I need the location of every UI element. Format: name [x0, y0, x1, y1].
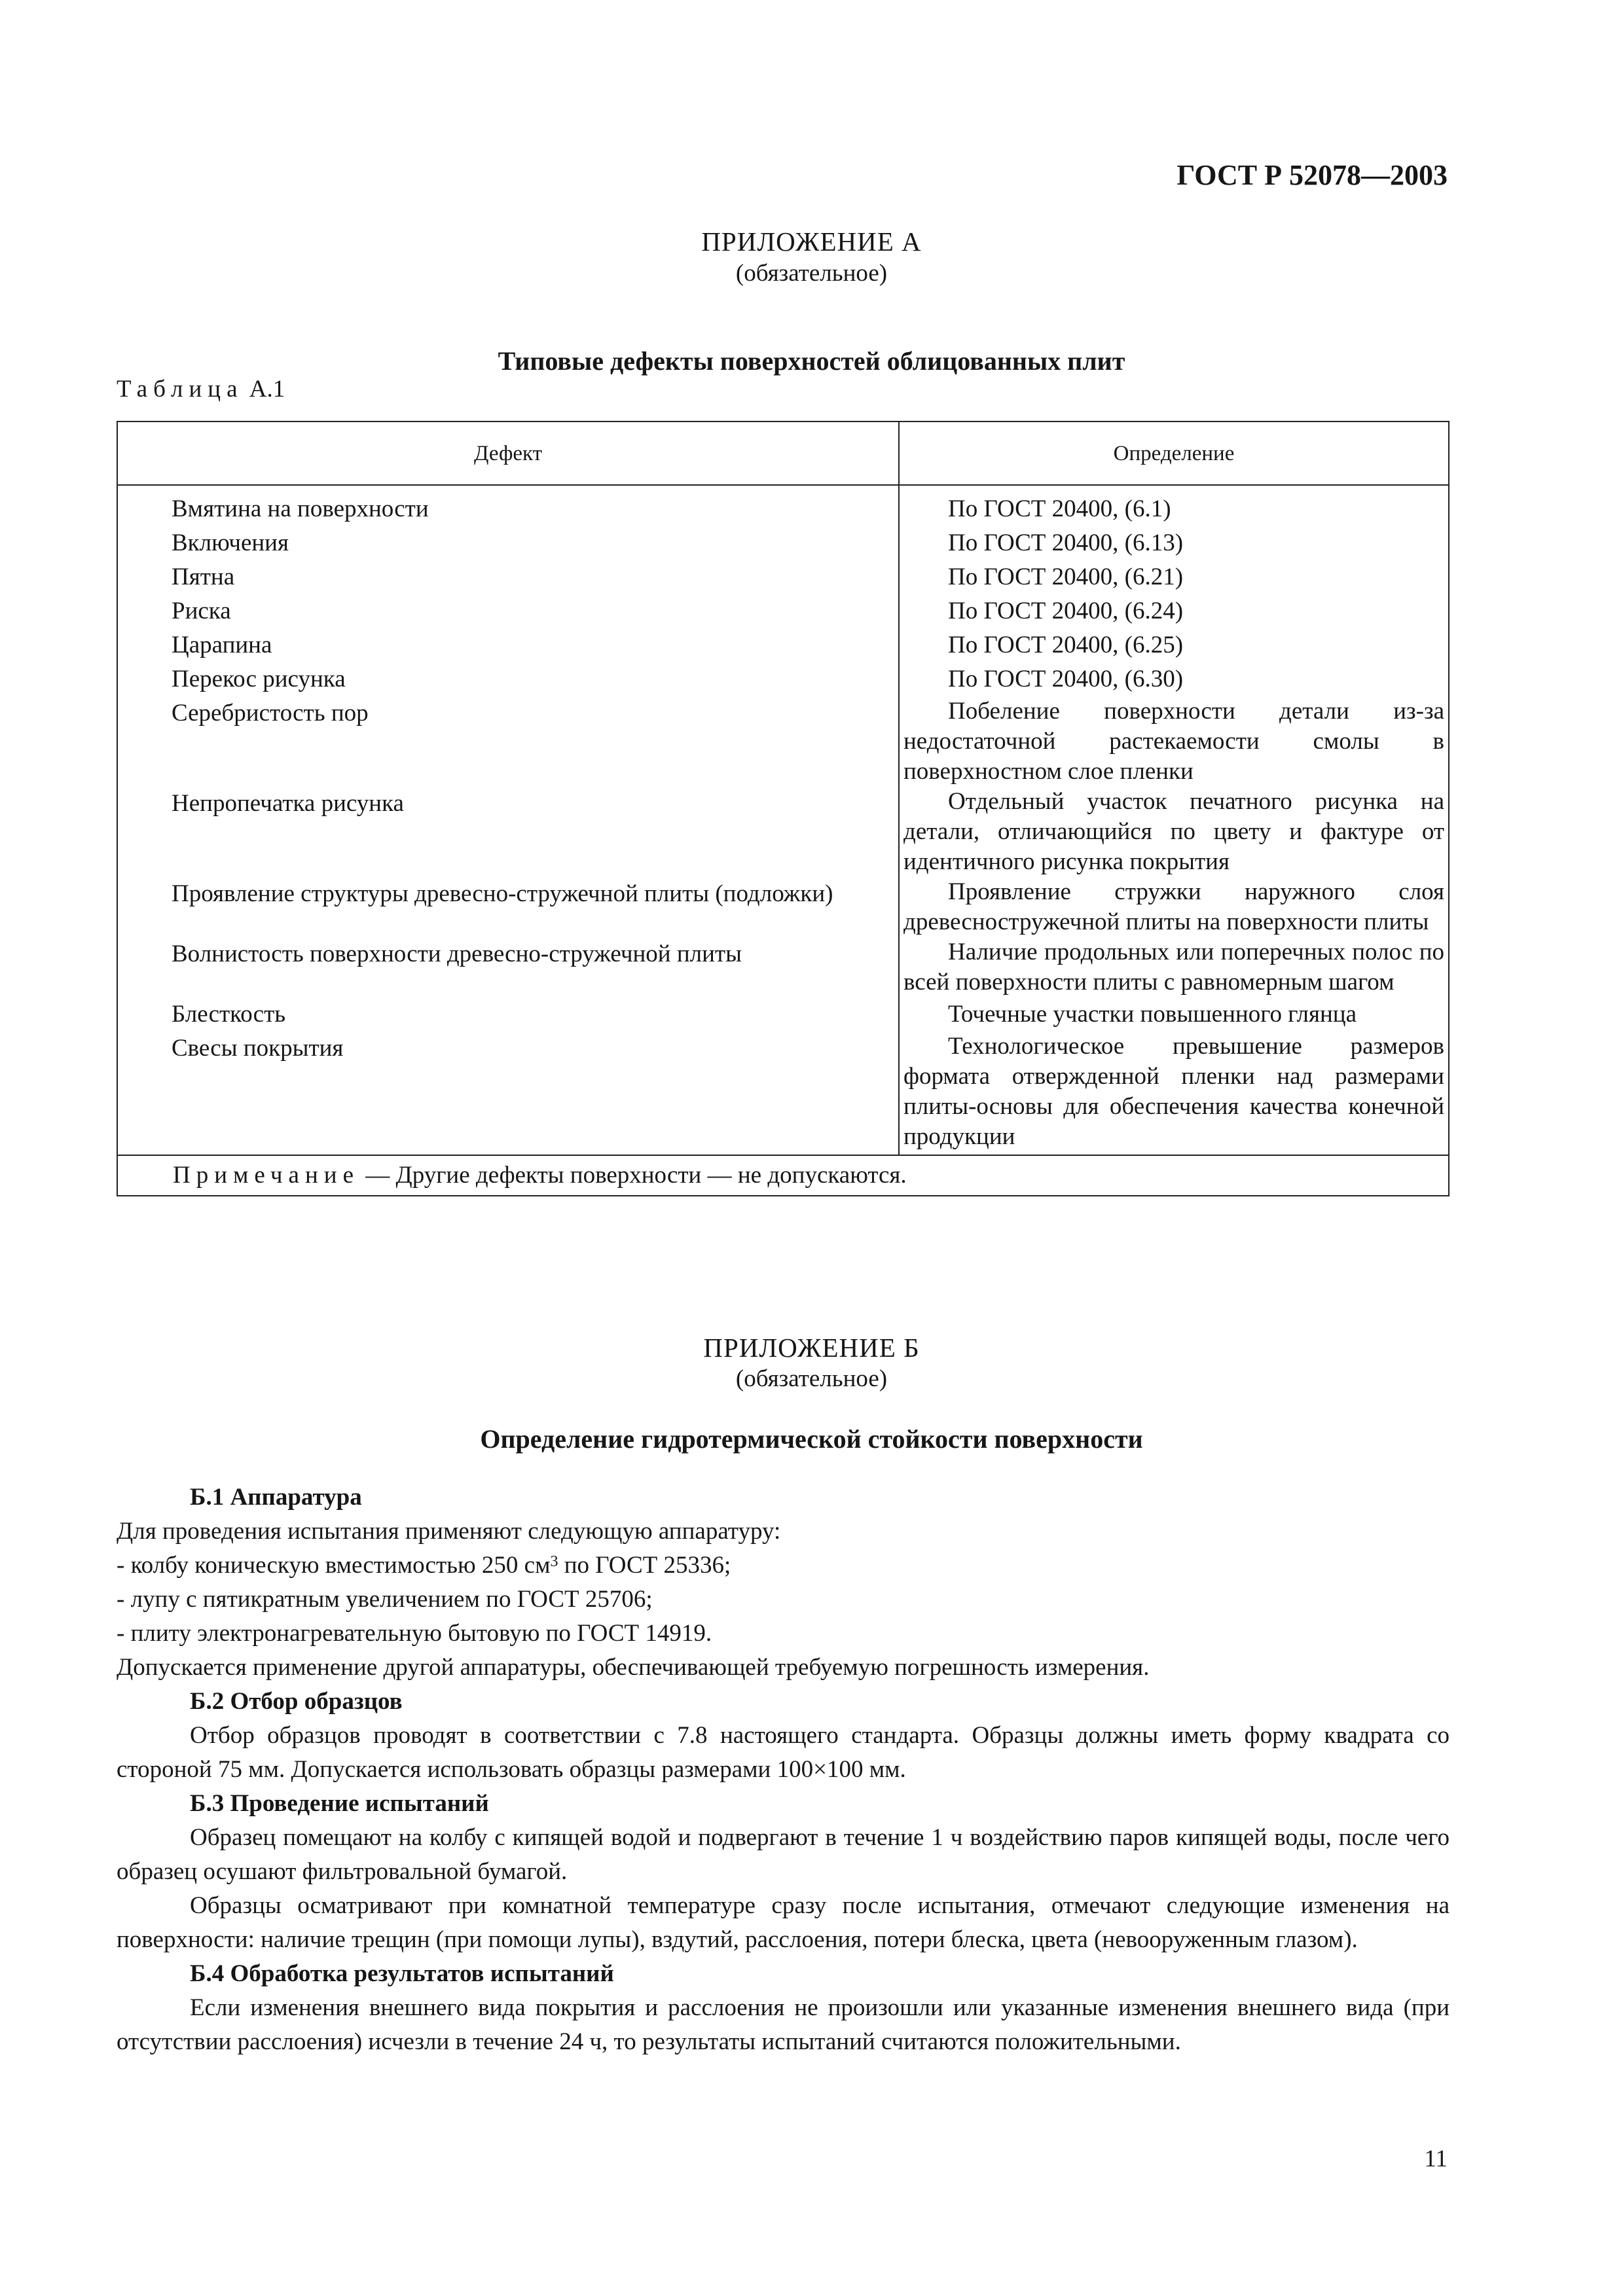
table-row: [117, 696, 1449, 787]
table-row: [117, 594, 1449, 628]
definition-cell: По ГОСТ 20400, (6.30): [899, 662, 1449, 696]
defect-cell: Непропечатка рисунка: [117, 787, 899, 877]
definition-cell: Проявление стружки наружного слоя древесностружечной плиты на поверхности плиты: [899, 877, 1449, 937]
defect-cell: Царапина: [117, 628, 899, 662]
table-row: [117, 628, 1449, 662]
document-code: ГОСТ Р 52078—2003: [1176, 159, 1448, 191]
defect-cell: Волнистость поверхности древесно-стружечной плиты: [117, 937, 899, 997]
section-b1-item-flask: - колбу коническую вместимостью 250 $см^3$ по ГОСТ 25336;: [117, 1552, 731, 1579]
defect-cell: Блесткость: [117, 997, 899, 1031]
table-label: [117, 375, 285, 403]
definition-cell: По ГОСТ 20400, (6.1): [899, 485, 1449, 526]
table-label-word: Таблица: [117, 376, 244, 403]
table-row: [117, 787, 1449, 877]
appendix-b-subtitle: (обязательное): [735, 1365, 888, 1392]
table-row: [117, 485, 1449, 526]
appendix-a-title: ПРИЛОЖЕНИЕ А: [701, 226, 922, 257]
defect-cell: Серебристость пор: [117, 696, 899, 787]
definition-cell: Отдельный участок печатного рисунка на детали, отличающийся по цвету и фактуре от идентичного рисунка покрытия: [899, 787, 1449, 877]
section-b1-title: Б.1 Аппаратура: [190, 1484, 362, 1511]
table-row: [117, 877, 1449, 937]
section-b3-text-2: Образцы осматривают при комнатной температуре сразу после испытания, отмечают следующие изменения на поверхности: наличие трещин (при помощи лупы), вздутий, расслоения, потери блеска, цвета (невооруженным глазом).: [117, 1892, 1450, 1953]
appendix-b-title: ПРИЛОЖЕНИЕ Б: [703, 1333, 920, 1363]
section-b2-title: Б.2 Отбор образцов: [190, 1688, 403, 1715]
appendix-b-body: [117, 1480, 1450, 2059]
defect-cell: Перекос рисунка: [117, 662, 899, 696]
section-b3-title: Б.3 Проведение испытаний: [190, 1790, 489, 1817]
table-row: [117, 937, 1449, 997]
definition-cell: По ГОСТ 20400, (6.24): [899, 594, 1449, 628]
section-b3-text-1: Образец помещают на колбу с кипящей водой и подвергают в течение 1 ч воздействию паров кипящей воды, после чего образец осушают фильтровальной бумагой.: [117, 1824, 1450, 1885]
definition-cell: По ГОСТ 20400, (6.25): [899, 628, 1449, 662]
table-label-number: А.1: [249, 376, 285, 403]
table-row: [117, 560, 1449, 594]
table-row: [117, 1031, 1449, 1155]
defect-cell: Свесы покрытия: [117, 1031, 899, 1155]
section-b1-item-loupe: - лупу с пятикратным увеличением по ГОСТ 25706;: [117, 1586, 653, 1613]
table-row: [117, 662, 1449, 696]
definition-cell: Наличие продольных или поперечных полос по всей поверхности плиты с равномерным шагом: [899, 937, 1449, 997]
note-label: Примечание: [173, 1162, 359, 1189]
definition-cell: Технологическое превышение размеров формата отвержденной пленки над размерами плиты-основы для обеспечения качества конечной продукции: [899, 1031, 1449, 1155]
definition-cell: Точечные участки повышенного глянца: [899, 997, 1449, 1031]
appendix-a-subtitle: (обязательное): [735, 260, 888, 287]
section-b2-text: Отбор образцов проводят в соответствии с 7.8 настоящего стандарта. Образцы должны иметь форму квадрата со стороной 75 мм. Допускается использовать образцы размерами 100×100 мм.: [117, 1722, 1450, 1783]
defects-table: [117, 421, 1450, 1196]
section-b1-intro: Для проведения испытания применяют следующую аппаратуру:: [117, 1518, 781, 1545]
defect-cell: Пятна: [117, 560, 899, 594]
definition-cell: По ГОСТ 20400, (6.21): [899, 560, 1449, 594]
table-note: [117, 1155, 1449, 1196]
section-b1-note: Допускается применение другой аппаратуры, обеспечивающей требуемую погрешность измерения.: [117, 1654, 1150, 1681]
table-header-row: [117, 422, 1449, 485]
column-header-defect: Дефект: [117, 422, 899, 485]
page-number: 11: [1424, 2145, 1448, 2172]
column-header-definition: Определение: [899, 422, 1449, 485]
section-b4-title: Б.4 Обработка результатов испытаний: [190, 1960, 614, 1987]
appendix-a-heading: Типовые дефекты поверхностей облицованных плит: [498, 346, 1125, 376]
definition-cell: По ГОСТ 20400, (6.13): [899, 526, 1449, 560]
defect-cell: Включения: [117, 526, 899, 560]
defect-cell: Риска: [117, 594, 899, 628]
note-text: — Другие дефекты поверхности — не допускаются.: [359, 1162, 907, 1189]
table-note-row: [117, 1155, 1449, 1196]
section-b1-item-plate: - плиту электронагревательную бытовую по ГОСТ 14919.: [117, 1620, 712, 1647]
defect-cell: Проявление структуры древесно-стружечной плиты (подложки): [117, 877, 899, 937]
table-row: [117, 526, 1449, 560]
table-row: [117, 997, 1449, 1031]
section-b4-text: Если изменения внешнего вида покрытия и расслоения не произошли или указанные изменения внешнего вида (при отсутствии расслоения) исчезли в течение 24 ч, то результаты испытаний считаются положительными.: [117, 1994, 1450, 2055]
appendix-b-heading: Определение гидротермической стойкости поверхности: [480, 1424, 1143, 1454]
defect-cell: Вмятина на поверхности: [117, 485, 899, 526]
definition-cell: Побеление поверхности детали из-за недостаточной растекаемости смолы в поверхностном слое пленки: [899, 696, 1449, 787]
